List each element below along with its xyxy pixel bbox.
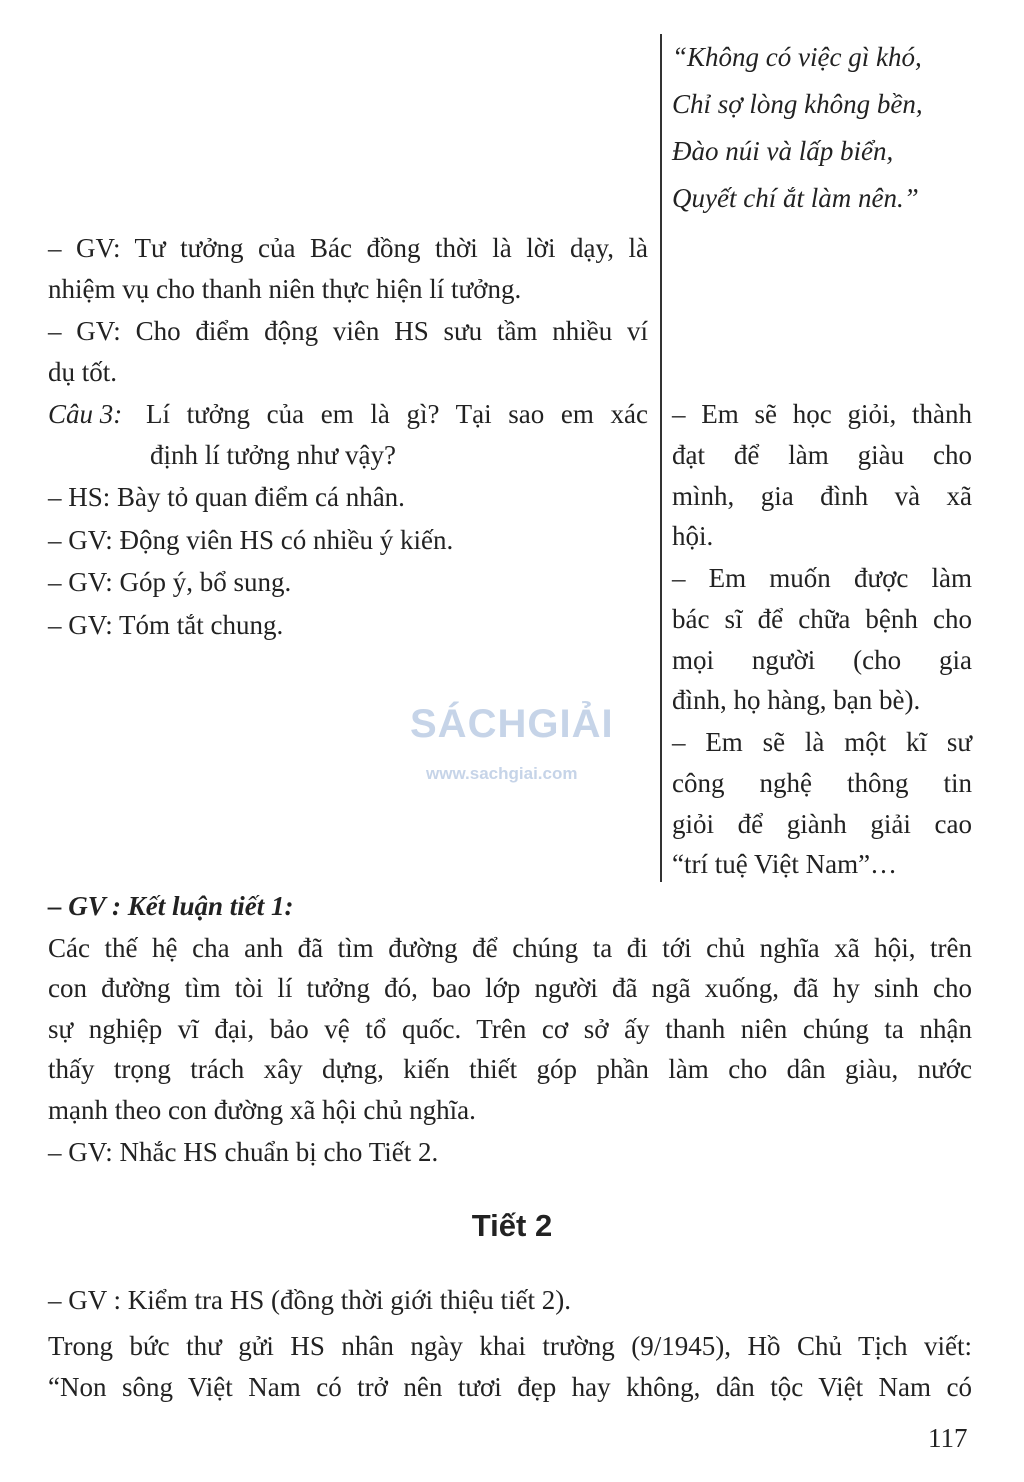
answer-2-line-4: đình, họ hàng, bạn bè). xyxy=(672,685,921,715)
section2-line-2: “Non sông Việt Nam có trở nên tươi đẹp hay không, dân tộc Việt Nam có xyxy=(48,1372,972,1402)
answer-3-line-2: công nghệ thông tin xyxy=(672,768,972,798)
answer-2-line-1: – Em muốn được làm xyxy=(672,563,972,593)
conclusion-title: – GV : Kết luận tiết 1: xyxy=(48,891,294,921)
left-gv1-line-b: nhiệm vụ cho thanh niên thực hiện lí tưởng. xyxy=(48,274,522,304)
page-number: 117 xyxy=(928,1423,968,1453)
section2-line-1: Trong bức thư gửi HS nhân ngày khai trường (9/1945), Hồ Chủ Tịch viết: xyxy=(48,1331,972,1361)
section2-check-line: – GV : Kiểm tra HS (đồng thời giới thiệu tiết 2). xyxy=(48,1285,572,1315)
question-3-label: Câu 3: xyxy=(48,399,123,429)
left-hs-line: – HS: Bày tỏ quan điểm cá nhân. xyxy=(48,482,405,512)
watermark-brand: SÁCHGIẢI xyxy=(410,702,614,746)
left-gv4-line: – GV: Góp ý, bổ sung. xyxy=(48,567,292,597)
left-gv1-line-a: – GV: Tư tưởng của Bác đồng thời là lời dạy, là xyxy=(48,233,648,263)
conclusion-line-1: Các thế hệ cha anh đã tìm đường để chúng ta đi tới chủ nghĩa xã hội, trên xyxy=(48,933,972,963)
conclusion-reminder: – GV: Nhắc HS chuẩn bị cho Tiết 2. xyxy=(48,1137,439,1167)
section-heading: Tiết 2 xyxy=(471,1208,553,1243)
left-gv5-line: – GV: Tóm tắt chung. xyxy=(48,610,284,640)
answer-3-line-1: – Em sẽ là một kĩ sư xyxy=(672,727,972,757)
answer-1-line-2: đạt để làm giàu cho xyxy=(672,440,972,470)
left-gv3-line: – GV: Động viên HS có nhiều ý kiến. xyxy=(48,525,454,555)
answer-2-line-2: bác sĩ để chữa bệnh cho xyxy=(672,604,972,634)
answer-1-line-4: hội. xyxy=(672,521,714,551)
question-3-line-b: định lí tưởng như vậy? xyxy=(150,440,397,470)
left-gv2-line-b: dụ tốt. xyxy=(48,357,118,387)
conclusion-line-5: mạnh theo con đường xã hội chủ nghĩa. xyxy=(48,1095,476,1125)
watermark-url: www.sachgiai.com xyxy=(426,764,578,783)
left-gv2-line-a: – GV: Cho điểm động viên HS sưu tầm nhiều ví xyxy=(48,316,648,346)
quote-line-4: Quyết chí ắt làm nên.” xyxy=(672,183,919,213)
question-3-line-a: Lí tưởng của em là gì? Tại sao em xác xyxy=(146,399,648,429)
conclusion-line-2: con đường tìm tòi lí tưởng đó, bao lớp người đã ngã xuống, đã hy sinh cho xyxy=(48,973,972,1003)
answer-3-line-4: “trí tuệ Việt Nam”… xyxy=(672,849,898,879)
answer-2-line-3: mọi người (cho gia xyxy=(672,645,972,675)
answer-3-line-3: giỏi để giành giải cao xyxy=(672,809,972,839)
quote-line-3: Đào núi và lấp biển, xyxy=(672,136,894,166)
answer-1-line-1: – Em sẽ học giỏi, thành xyxy=(672,399,972,429)
column-divider xyxy=(660,34,662,882)
watermark-logo xyxy=(410,692,620,792)
conclusion-line-4: thấy trọng trách xây dựng, kiến thiết góp phần làm cho dân giàu, nước xyxy=(48,1054,972,1084)
quote-line-1: “Không có việc gì khó, xyxy=(672,42,922,72)
conclusion-line-3: sự nghiệp vĩ đại, bảo vệ tổ quốc. Trên cơ sở ấy thanh niên chúng ta nhận xyxy=(48,1014,972,1044)
quote-line-2: Chỉ sợ lòng không bền, xyxy=(672,89,923,119)
answer-1-line-3: mình, gia đình và xã xyxy=(672,481,972,511)
